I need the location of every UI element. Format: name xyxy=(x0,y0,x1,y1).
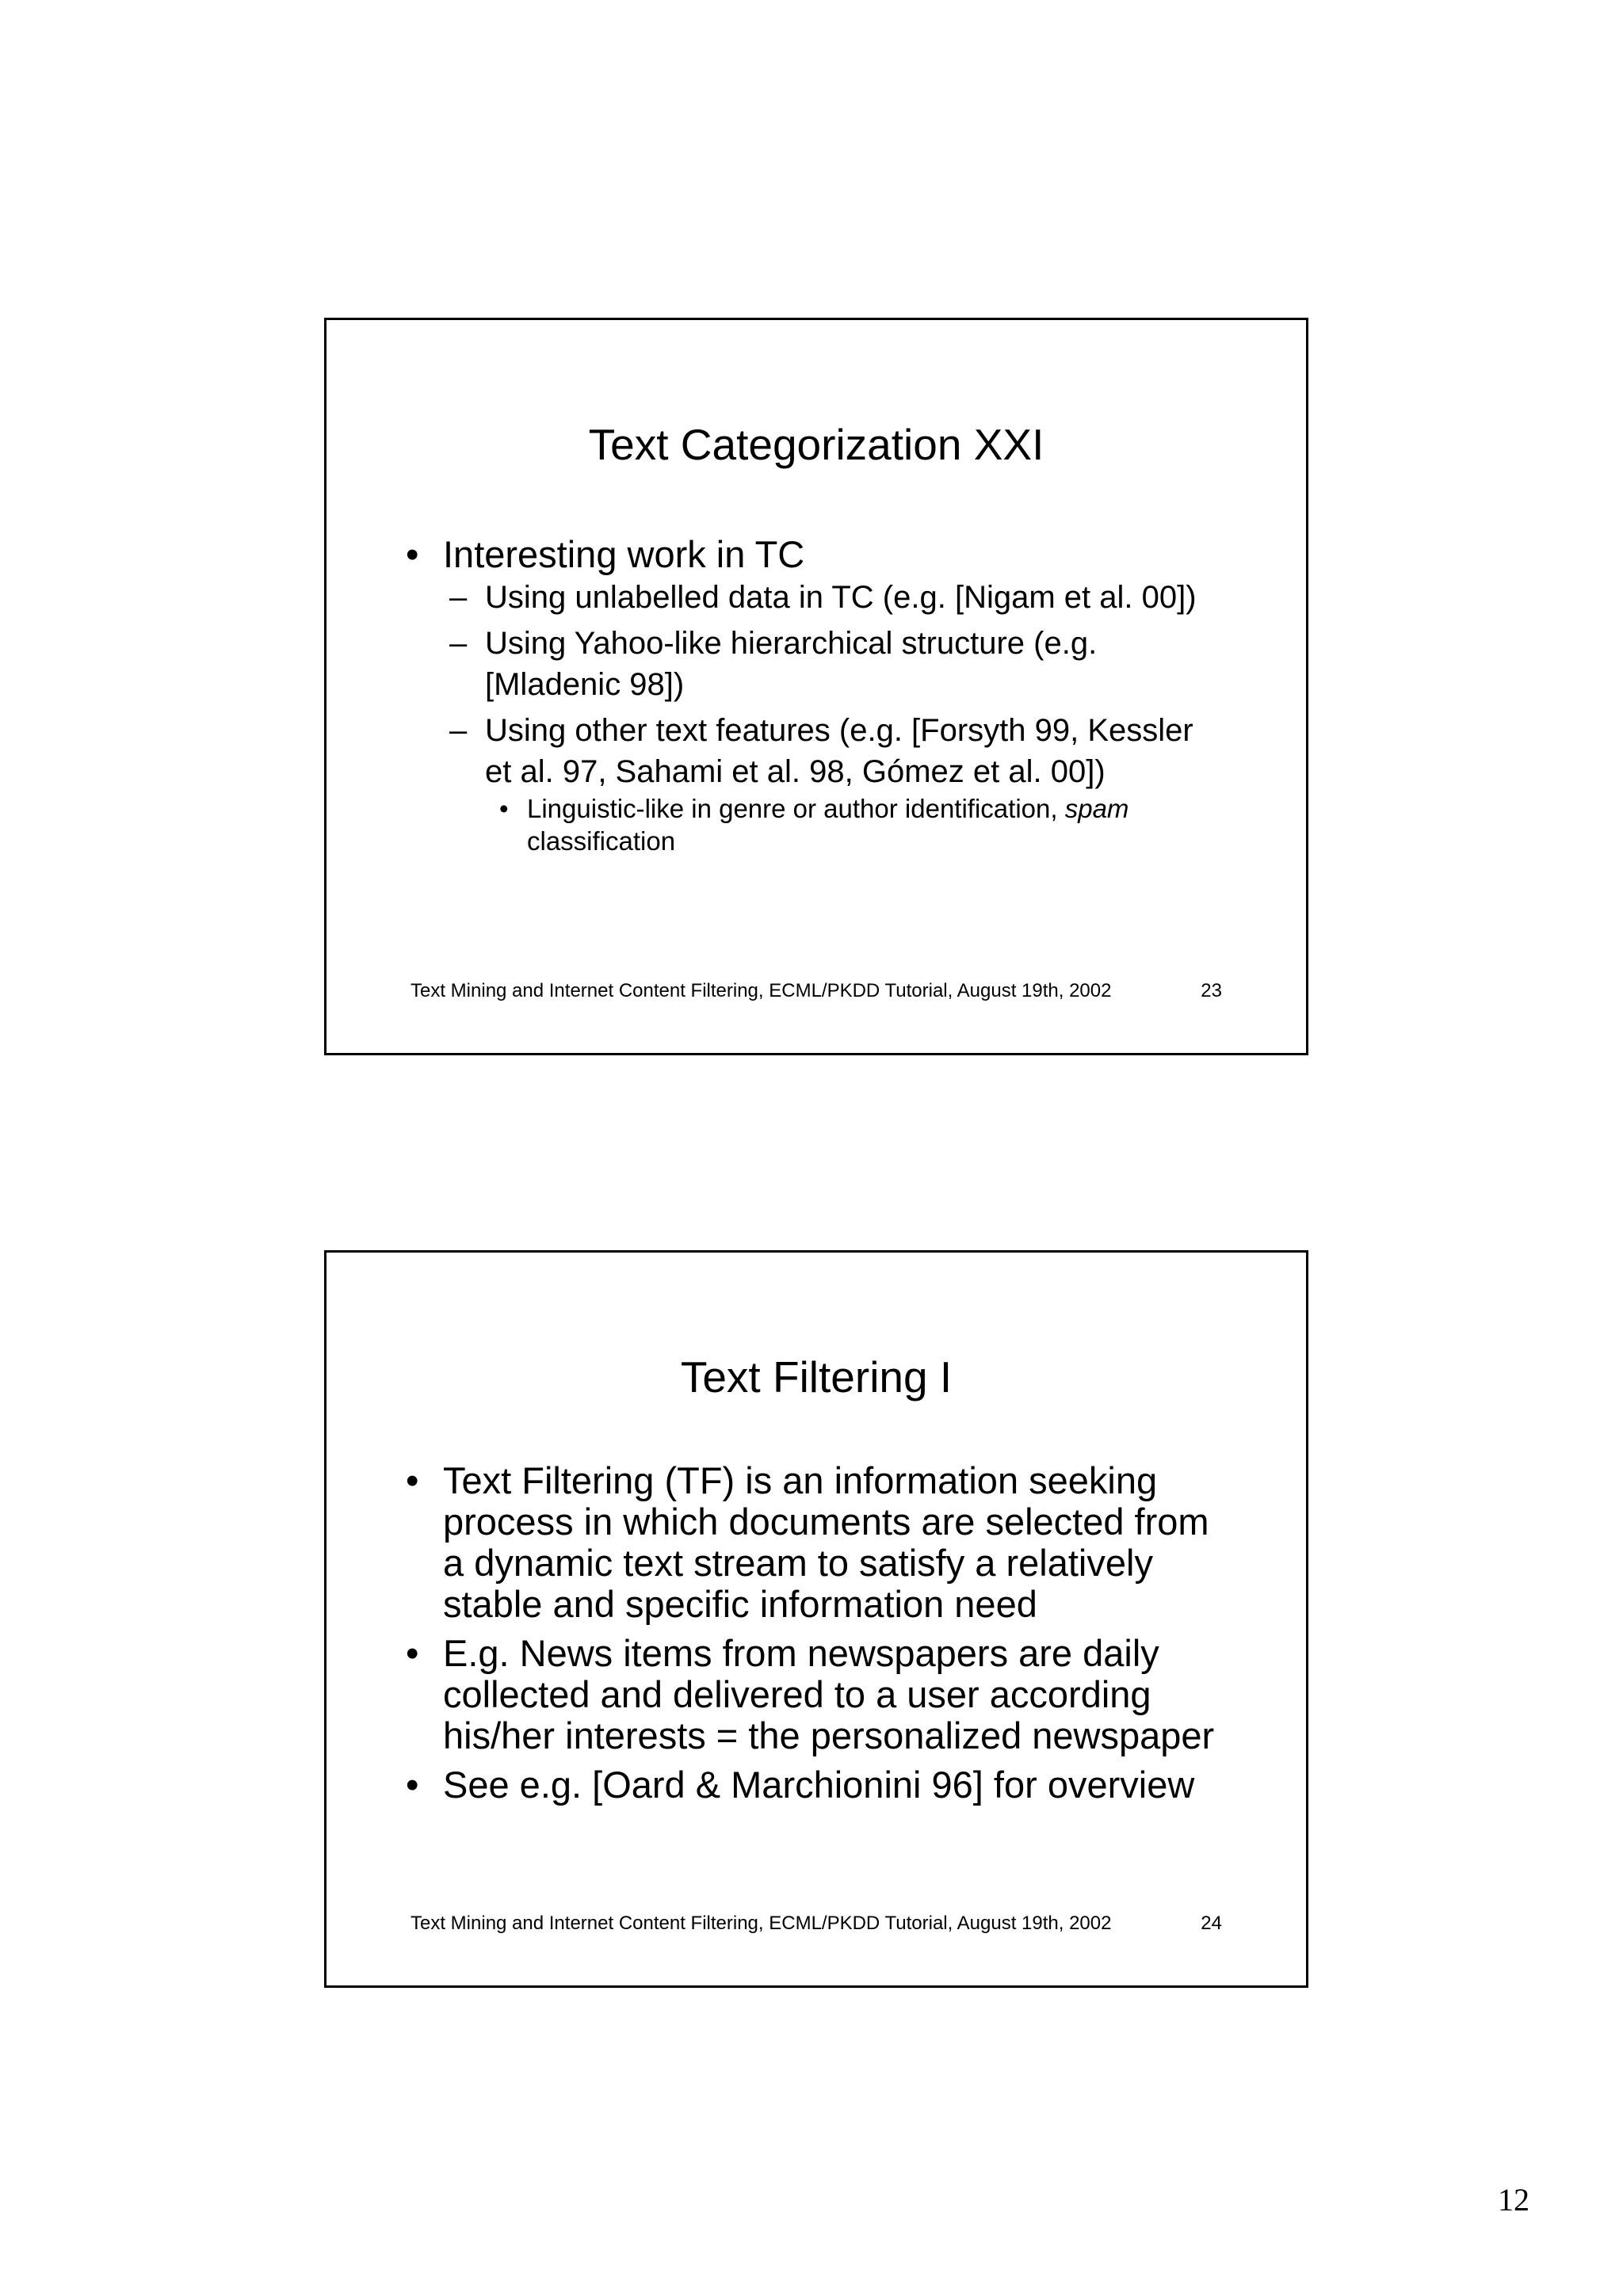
sub-bullet-item xyxy=(406,623,1227,705)
slide-number: 23 xyxy=(1201,980,1222,1001)
bullet-icon: • xyxy=(406,1632,419,1674)
sub-bullet-text: Using unlabelled data in TC (e.g. [Nigam et al. 00]) xyxy=(485,580,1197,615)
dash-icon: – xyxy=(449,580,468,615)
slide-title: Text Categorization XXI xyxy=(588,420,1044,469)
sub-bullet-item xyxy=(406,577,1227,618)
page-number: 12 xyxy=(1498,2182,1529,2218)
bullet-item xyxy=(406,1764,1227,1806)
sub-bullet-text: Using other text features (e.g. [Forsyth 99, Kessler et al. 97, Sahami et al. 98, Gómez et al. 00]) xyxy=(485,713,1193,789)
slide-number: 24 xyxy=(1201,1913,1222,1934)
bullet-icon: • xyxy=(406,1764,419,1806)
dash-icon: – xyxy=(449,626,468,661)
sub-sub-bullet-italic: spam xyxy=(1064,794,1129,823)
sub-bullet-item xyxy=(406,710,1227,792)
slide-24 xyxy=(324,1250,1308,1988)
bullet-text: Text Filtering (TF) is an information seeking process in which documents are selected from a dynamic text stream to satisfy a relatively stable and specific information need xyxy=(443,1459,1209,1625)
bullet-text: E.g. News items from newspapers are daily collected and delivered to a user according his/her interests = the personalized newspaper xyxy=(443,1632,1215,1756)
sub-sub-bullet-text-after: classification xyxy=(527,826,676,856)
sub-sub-bullet-text-before: Linguistic-like in genre or author identification, xyxy=(527,794,1065,823)
footer-text: Text Mining and Internet Content Filtering, ECML/PKDD Tutorial, August 19th, 2002 xyxy=(411,980,1112,1001)
slide-23 xyxy=(324,318,1308,1055)
bullet-text: Interesting work in TC xyxy=(443,533,805,575)
dash-icon: – xyxy=(449,713,468,748)
footer-text: Text Mining and Internet Content Filtering, ECML/PKDD Tutorial, August 19th, 2002 xyxy=(411,1913,1112,1934)
slide-title: Text Filtering I xyxy=(680,1352,953,1402)
slide-content xyxy=(406,1460,1227,1814)
bullet-icon: • xyxy=(406,533,419,575)
slide-content xyxy=(406,534,1227,857)
bullet-icon: • xyxy=(406,1459,419,1501)
bullet-item xyxy=(406,1460,1227,1625)
sub-bullet-text: Using Yahoo-like hierarchical structure (e.g. [Mladenic 98]) xyxy=(485,626,1098,702)
sub-sub-bullet-item xyxy=(406,792,1227,857)
bullet-icon: • xyxy=(499,794,509,823)
bullet-item xyxy=(406,1633,1227,1756)
bullet-text: See e.g. [Oard & Marchionini 96] for overview xyxy=(443,1764,1195,1806)
bullet-item xyxy=(406,534,1227,575)
